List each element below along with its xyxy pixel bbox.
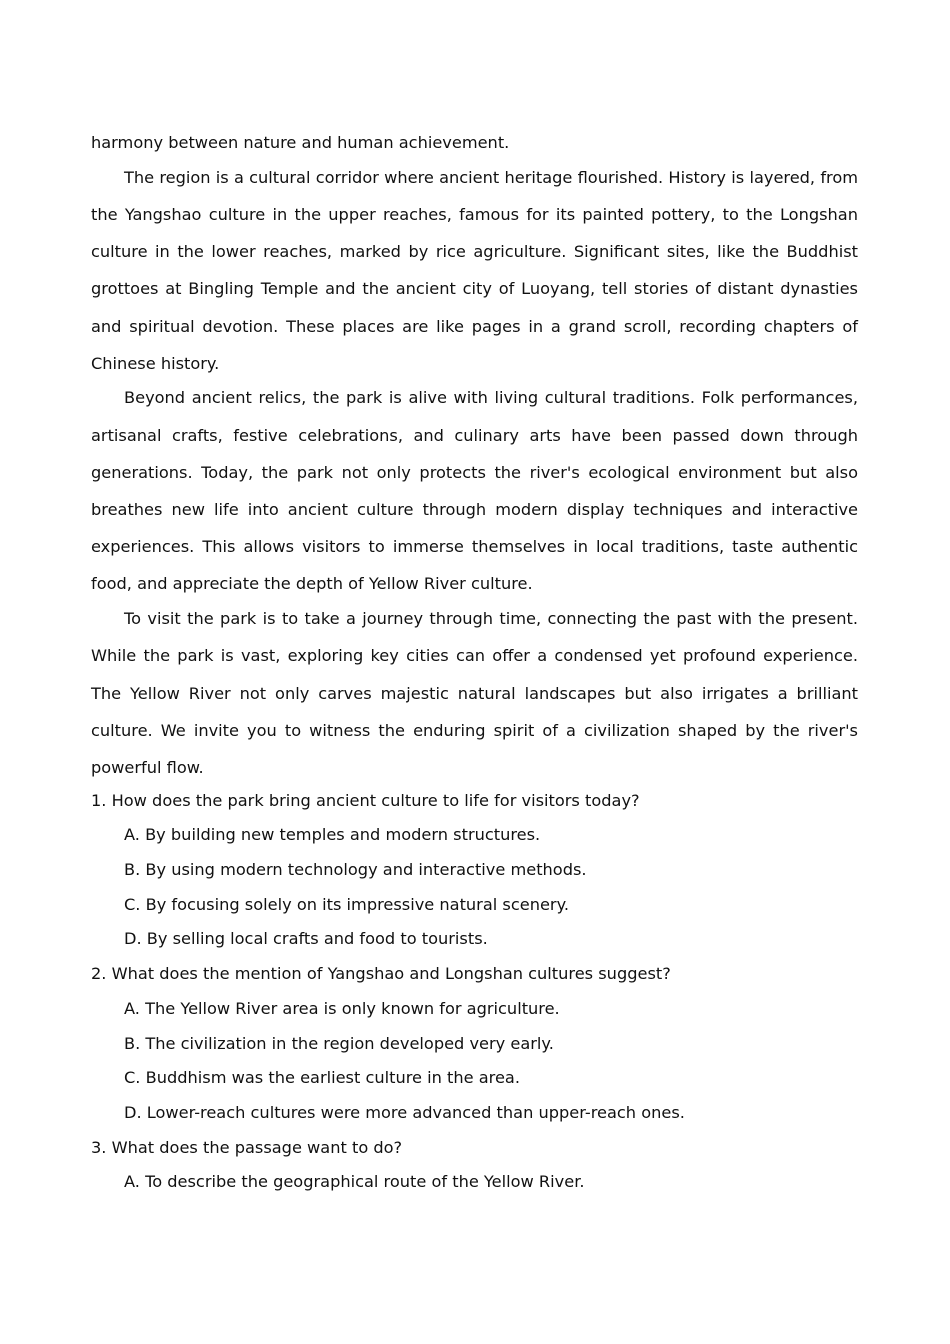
question-3 [91,1131,858,1200]
passage-paragraph: Beyond ancient relics, the park is alive with living cultural traditions. Folk performances, artisanal crafts, festive celebrations, and culinary arts have been passed down through generations. Today, the park not only protects the river's ecological environment but also breathes new life into ancient culture through modern display techniques and interactive experiences. This allows visitors to immerse themselves in local traditions, taste authentic food, and appreciate the depth of Yellow River culture. [91,388,858,594]
answer-option: B. The civilization in the region developed very early. [124,1033,554,1053]
question-text: 2. What does the mention of Yangshao and Longshan cultures suggest? [91,964,671,984]
question-list [91,784,858,1200]
question-1 [91,784,858,958]
answer-option: C. Buddhism was the earliest culture in the area. [124,1068,521,1088]
question-text: 1. How does the park bring ancient culture to life for visitors today? [91,790,640,810]
passage-paragraph: harmony between nature and human achievement. [91,133,510,152]
document-page [91,124,858,1200]
passage-paragraph: To visit the park is to take a journey through time, connecting the past with the present. While the park is vast, exploring key cities can offer a condensed yet profound experience. The Yellow River not only carves majestic natural landscapes but also irrigates a brilliant culture. We invite you to witness the enduring spirit of a civilization shaped by the river's powerful flow. [91,609,858,777]
answer-option: C. By focusing solely on its impressive natural scenery. [124,894,569,914]
answer-option: A. To describe the geographical route of the Yellow River. [124,1172,585,1192]
answer-option: A. By building new temples and modern structures. [124,825,541,845]
passage-paragraph: The region is a cultural corridor where ancient heritage flourished. History is layered, from the Yangshao culture in the upper reaches, famous for its painted pottery, to the Longshan culture in the lower reaches, marked by rice agriculture. Significant sites, like the Buddhist grottoes at Bingling Temple and the ancient city of Luoyang, tell stories of distant dynasties and spiritual devotion. These places are like pages in a grand scroll, recording chapters of Chinese history. [91,167,858,373]
answer-option: B. By using modern technology and interactive methods. [124,860,587,880]
question-2 [91,957,858,1131]
answer-option: D. Lower-reach cultures were more advanced than upper-reach ones. [124,1102,685,1122]
reading-passage [91,124,858,786]
answer-option: A. The Yellow River area is only known for agriculture. [124,998,560,1018]
question-text: 3. What does the passage want to do? [91,1137,403,1157]
answer-option: D. By selling local crafts and food to tourists. [124,929,488,949]
